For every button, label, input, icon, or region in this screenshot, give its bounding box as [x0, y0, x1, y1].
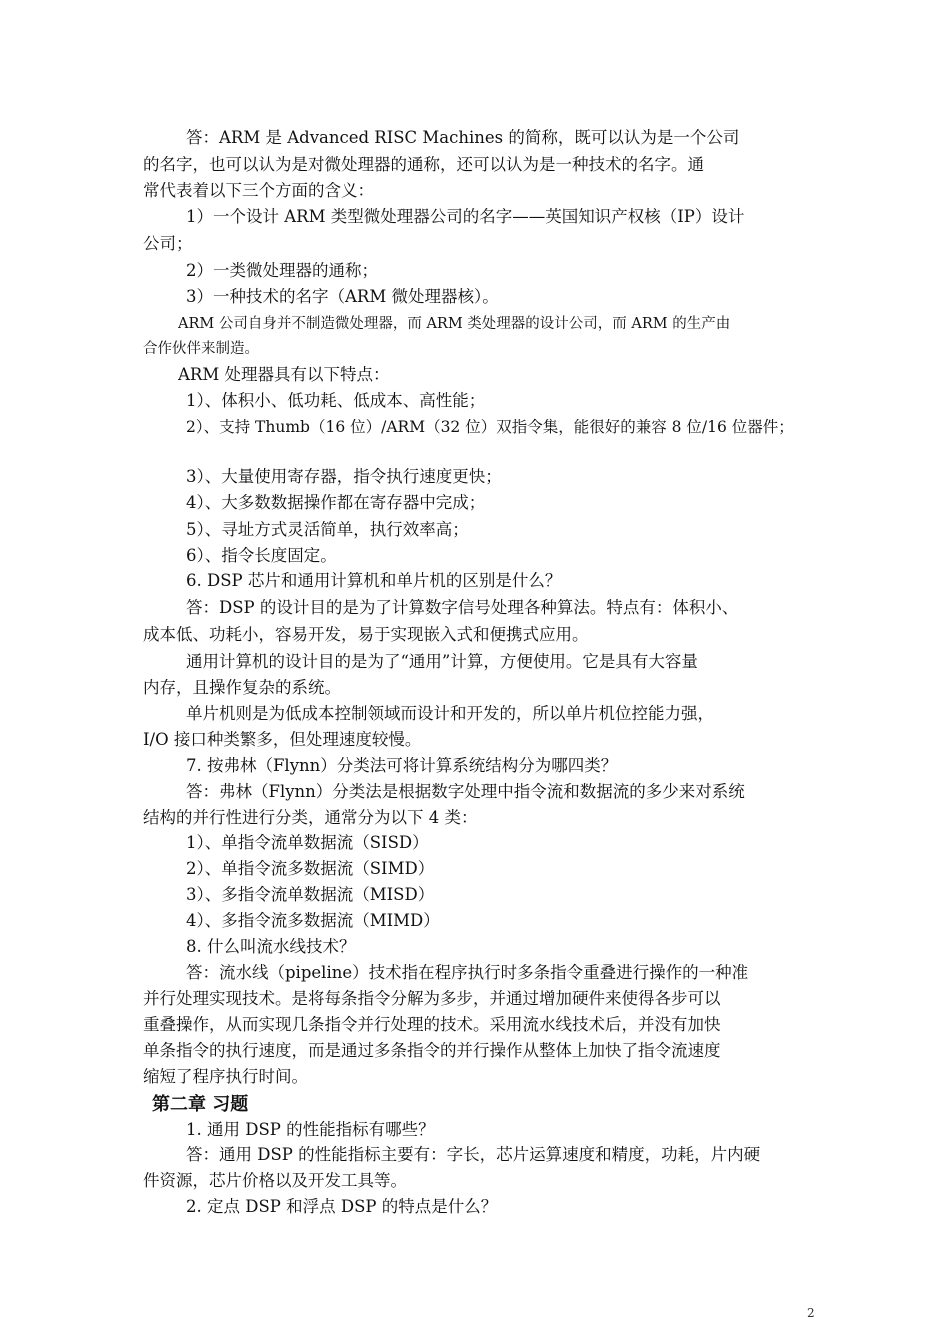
paragraph-line: I/O 接口种类繁多，但处理速度较慢。: [143, 730, 422, 749]
list-item: 2）、单指令流多数据流（SIMD）: [186, 859, 435, 878]
list-item: 3）、多指令流单数据流（MISD）: [186, 885, 435, 904]
paragraph-line: 重叠操作，从而实现几条指令并行处理的技术。采用流水线技术后，并没有加快: [143, 1015, 721, 1034]
paragraph-line: 答：通用 DSP 的性能指标主要有：字长，芯片运算速度和精度，功耗，片内硬: [186, 1145, 761, 1164]
paragraph-line: 3）一种技术的名字（ARM 微处理器核）。: [186, 287, 499, 306]
paragraph-line: 并行处理实现技术。是将每条指令分解为多步，并通过增加硬件来使得各步可以: [143, 989, 721, 1008]
chapter-heading: 第二章 习题: [152, 1094, 249, 1115]
paragraph-line: 公司；: [143, 234, 193, 253]
paragraph-line: ARM 处理器具有以下特点：: [178, 365, 390, 384]
question-line: 8. 什么叫流水线技术？: [186, 937, 356, 956]
paragraph-line: 4）、大多数数据操作都在寄存器中完成；: [186, 493, 486, 512]
paragraph-line: 1）、体积小、低功耗、低成本、高性能；: [186, 391, 486, 410]
paragraph-line: 1）一个设计 ARM 类型微处理器公司的名字——英国知识产权核（IP）设计: [186, 207, 745, 226]
paragraph-line: 成本低、功耗小，容易开发，易于实现嵌入式和便携式应用。: [143, 625, 589, 644]
paragraph-line: 缩短了程序执行时间。: [143, 1067, 308, 1086]
question-line: 2. 定点 DSP 和浮点 DSP 的特点是什么？: [186, 1197, 498, 1216]
list-item: 1）、单指令流单数据流（SISD）: [186, 833, 429, 852]
paragraph-line: 单条指令的执行速度，而是通过多条指令的并行操作从整体上加快了指令流速度: [143, 1041, 721, 1060]
paragraph-line: 常代表着以下三个方面的含义：: [143, 181, 374, 200]
paragraph-line: 2）一类微处理器的通称；: [186, 261, 378, 280]
paragraph-line: 答：ARM 是 Advanced RISC Machines 的简称，既可以认为是一个公司: [186, 128, 740, 147]
paragraph-line: 的名字，也可以认为是对微处理器的通称，还可以认为是一种技术的名字。通: [143, 155, 704, 174]
paragraph-line: 单片机则是为低成本控制领域而设计和开发的，所以单片机位控能力强，: [186, 704, 714, 723]
question-line: 6. DSP 芯片和通用计算机和单片机的区别是什么？: [186, 571, 562, 590]
paragraph-line: 答：流水线（pipeline）技术指在程序执行时多条指令重叠进行操作的一种准: [186, 963, 749, 982]
question-line: 7. 按弗林（Flynn）分类法可将计算系统结构分为哪四类？: [186, 756, 618, 775]
page-number: 2: [807, 1306, 815, 1320]
paragraph-line: 合作伙伴来制造。: [143, 341, 259, 357]
list-item: 4）、多指令流多数据流（MIMD）: [186, 911, 440, 930]
paragraph-line: 件资源，芯片价格以及开发工具等。: [143, 1171, 407, 1190]
paragraph-line: 3）、大量使用寄存器，指令执行速度更快；: [186, 467, 502, 486]
paragraph-line: 5）、寻址方式灵活简单，执行效率高；: [186, 520, 469, 539]
paragraph-line: 结构的并行性进行分类，通常分为以下 4 类：: [143, 808, 478, 827]
paragraph-line: 2）、支持 Thumb（16 位）/ARM（32 位）双指令集，能很好的兼容 8 位/16 位器件；: [186, 418, 794, 436]
paragraph-line: 内存，且操作复杂的系统。: [143, 678, 341, 697]
paragraph-line: 通用计算机的设计目的是为了“通用”计算，方便使用。它是具有大容量: [186, 652, 698, 671]
paragraph-line: 6）、指令长度固定。: [186, 546, 337, 565]
paragraph-line: 答：弗林（Flynn）分类法是根据数字处理中指令流和数据流的多少来对系统: [186, 782, 745, 801]
question-line: 1. 通用 DSP 的性能指标有哪些？: [186, 1120, 435, 1139]
paragraph-line: ARM 公司自身并不制造微处理器，而 ARM 类处理器的设计公司，而 ARM 的生产由: [178, 316, 731, 332]
paragraph-line: 答：DSP 的设计目的是为了计算数字信号处理各种算法。特点有：体积小、: [186, 598, 739, 617]
